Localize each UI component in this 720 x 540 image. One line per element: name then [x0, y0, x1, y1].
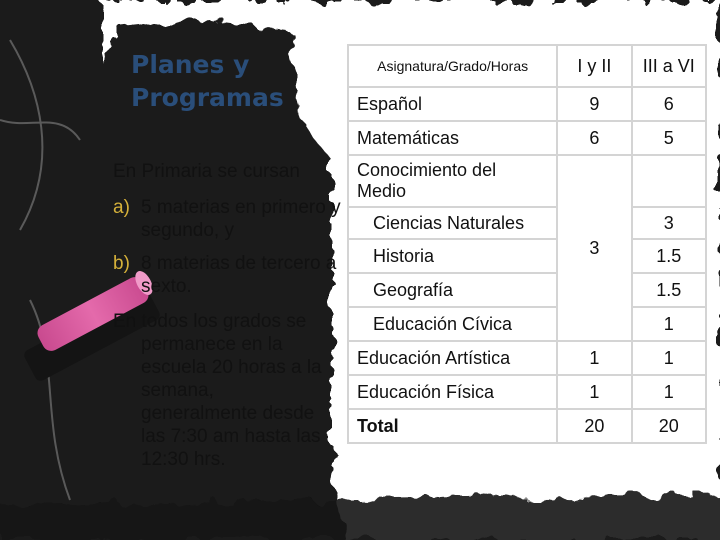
subject-cell: Ciencias Naturales	[348, 207, 557, 239]
paragraph-continuation: permanece en la escuela 20 horas a la semana, generalmente desde las 7:30 am hasta las 12:30 hrs.	[141, 334, 322, 470]
column-header: I y II	[557, 45, 631, 87]
subject-cell: Educación Artística	[348, 341, 557, 375]
table-row	[348, 341, 706, 375]
subject-cell: Matemáticas	[348, 121, 557, 155]
subject-cell: Historia	[348, 239, 557, 273]
hours-paragraph	[113, 310, 328, 471]
table-row	[348, 121, 706, 155]
list-marker: b)	[113, 253, 130, 274]
hours-cell: 6	[557, 121, 631, 155]
hours-cell: 1	[632, 307, 706, 341]
slide-title: Planes y Programas	[131, 50, 284, 112]
paragraph-first-line: En todos los grados se	[113, 311, 307, 332]
table-row	[348, 273, 706, 307]
table-row	[348, 375, 706, 409]
total-label: Total	[348, 409, 557, 443]
hours-cell: 1	[632, 341, 706, 375]
total-cell: 20	[632, 409, 706, 443]
subjects-hours-table	[347, 44, 707, 444]
table-header-row	[348, 45, 706, 87]
subject-cell: Español	[348, 87, 557, 121]
table-row	[348, 155, 706, 207]
hours-cell: 1	[632, 375, 706, 409]
subject-cell: Educación Física	[348, 375, 557, 409]
hours-cell: 6	[632, 87, 706, 121]
list-item	[113, 252, 343, 298]
intro-text: En Primaria se cursan	[113, 161, 300, 182]
list-item-text: 8 materias de tercero a sexto.	[141, 253, 337, 297]
list-marker: a)	[113, 197, 130, 218]
total-cell: 20	[557, 409, 631, 443]
table-row	[348, 87, 706, 121]
column-header: III a VI	[632, 45, 706, 87]
hours-cell: 1.5	[632, 239, 706, 273]
list-item	[113, 196, 343, 242]
list-item-text: 5 materias en primero y segundo, y	[141, 197, 341, 241]
hours-cell: 9	[557, 87, 631, 121]
table-row	[348, 207, 706, 239]
table-row	[348, 307, 706, 341]
column-header: Asignatura/Grado/Horas	[348, 45, 557, 87]
table-total-row	[348, 409, 706, 443]
subject-cell: Geografía	[348, 273, 557, 307]
hours-cell: 1	[557, 341, 631, 375]
table-row	[348, 239, 706, 273]
empty-cell	[632, 155, 706, 207]
hours-cell: 3	[632, 207, 706, 239]
subject-cell: Conocimiento del Medio	[348, 155, 557, 207]
hours-cell: 5	[632, 121, 706, 155]
subject-cell: Educación Cívica	[348, 307, 557, 341]
hours-cell: 3	[557, 155, 631, 341]
hours-cell: 1.5	[632, 273, 706, 307]
hours-cell: 1	[557, 375, 631, 409]
